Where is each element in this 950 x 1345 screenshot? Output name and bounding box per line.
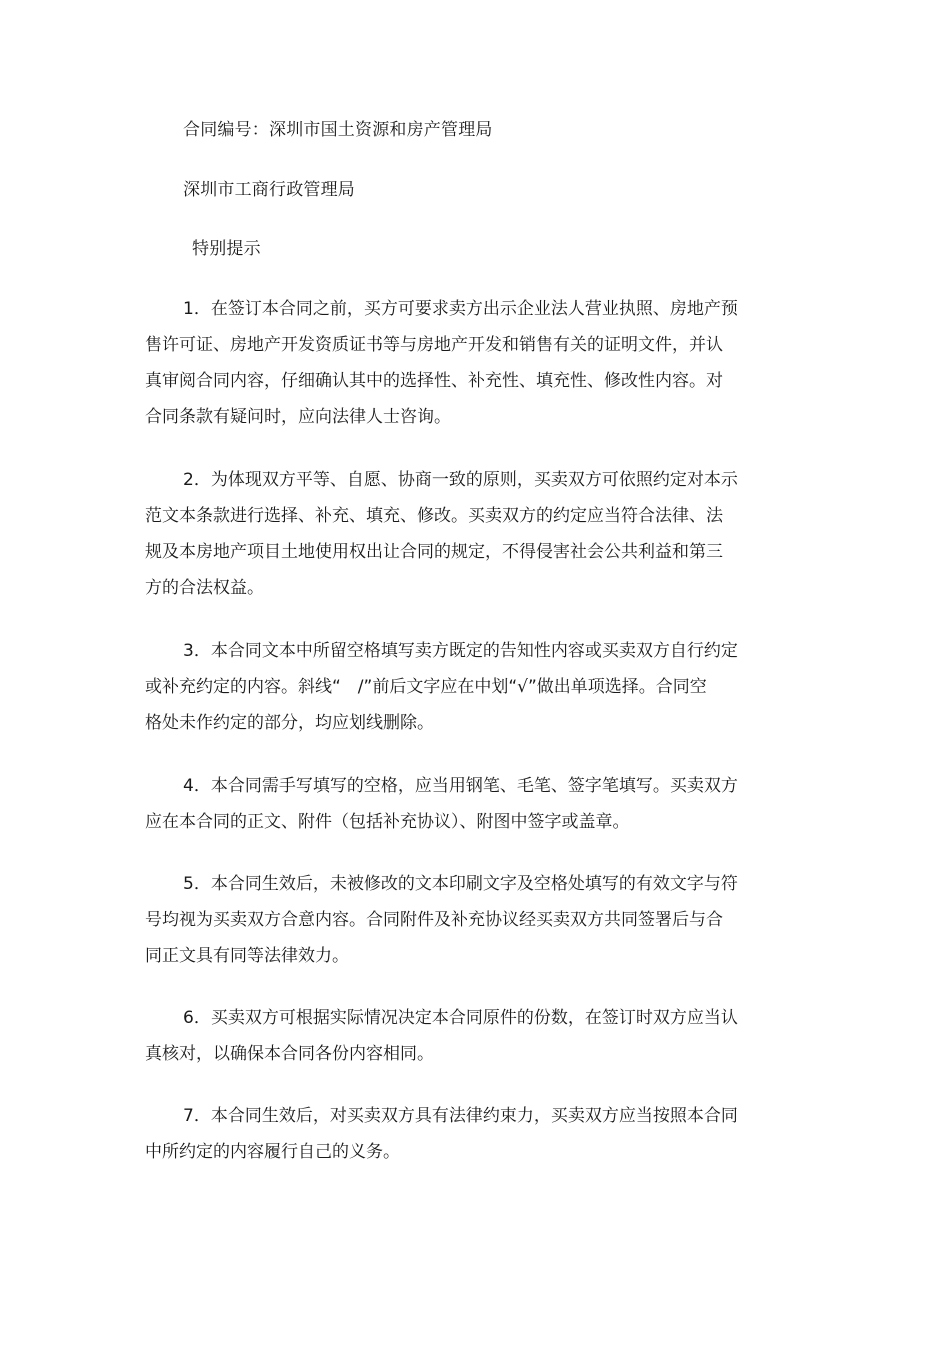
notice-line: 同正文具有同等法律效力。 (145, 946, 349, 966)
notice-line: 1．在签订本合同之前，买方可要求卖方出示企业法人营业执照、房地产预 (183, 299, 738, 319)
notice-line: 规及本房地产项目土地使用权出让合同的规定，不得侵害社会公共利益和第三 (145, 542, 723, 562)
notice-line: 3．本合同文本中所留空格填写卖方既定的告知性内容或买卖双方自行约定 (183, 641, 738, 661)
special-notice-title: 特别提示 (192, 239, 261, 259)
notice-line: 6．买卖双方可根据实际情况决定本合同原件的份数，在签订时双方应当认 (183, 1008, 738, 1028)
notice-line: 中所约定的内容履行自己的义务。 (145, 1142, 400, 1162)
notice-line: 号均视为买卖双方合意内容。合同附件及补充协议经买卖双方共同签署后与合 (145, 910, 723, 930)
notice-item-2 (145, 462, 785, 606)
notice-line: 5．本合同生效后，未被修改的文本印刷文字及空格处填写的有效文字与符 (183, 874, 738, 894)
notice-line: 或补充约定的内容。斜线“ /”前后文字应在中划“√”做出单项选择。合同空 (145, 677, 707, 697)
notice-line: 格处未作约定的部分，均应划线删除。 (145, 713, 434, 733)
agency-line: 深圳市工商行政管理局 (183, 180, 355, 200)
notice-line: 售许可证、房地产开发资质证书等与房地产开发和销售有关的证明文件，并认 (145, 335, 723, 355)
notice-line: 2．为体现双方平等、自愿、协商一致的原则，买卖双方可依照约定对本示 (183, 470, 738, 490)
notice-line: 真核对，以确保本合同各份内容相同。 (145, 1044, 434, 1064)
notice-line: 范文本条款进行选择、补充、填充、修改。买卖双方的约定应当符合法律、法 (145, 506, 723, 526)
notice-item-1 (145, 291, 785, 435)
notice-line: 方的合法权益。 (145, 578, 264, 598)
notice-line: 4．本合同需手写填写的空格，应当用钢笔、毛笔、签字笔填写。买卖双方 (183, 776, 738, 796)
notice-item-7 (145, 1098, 785, 1170)
notice-line: 真审阅合同内容，仔细确认其中的选择性、补充性、填充性、修改性内容。对 (145, 371, 723, 391)
notice-item-5 (145, 866, 785, 974)
notice-line: 7．本合同生效后，对买卖双方具有法律约束力，买卖双方应当按照本合同 (183, 1106, 738, 1126)
contract-number-line: 合同编号：深圳市国土资源和房产管理局 (183, 120, 493, 140)
notice-line: 应在本合同的正文、附件（包括补充协议）、附图中签字或盖章。 (145, 812, 630, 832)
notice-item-4 (145, 768, 785, 840)
notice-item-6 (145, 1000, 785, 1072)
notice-item-3 (145, 633, 785, 741)
notice-line: 合同条款有疑问时，应向法律人士咨询。 (145, 407, 451, 427)
